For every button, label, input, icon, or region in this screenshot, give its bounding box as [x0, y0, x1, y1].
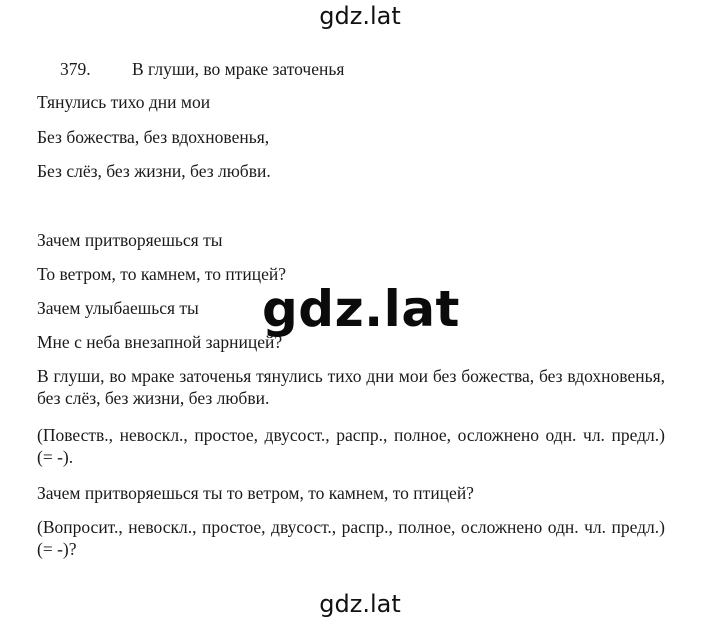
poem-line: В глуши, во мраке заточенья	[132, 59, 345, 79]
poem-line: То ветром, то камнем, то птицей?	[37, 264, 287, 284]
exercise-number: 379.	[60, 59, 91, 79]
watermark-bottom: gdz.lat	[319, 590, 401, 618]
analysis-sentence: Зачем притворяешься ты то ветром, то камнем, то птицей?	[37, 483, 474, 503]
poem-line: Без божества, без вдохновенья,	[37, 127, 270, 147]
poem-line: Мне с неба внезапной зарницей?	[37, 332, 283, 352]
poem-line: Без слёз, без жизни, без любви.	[37, 161, 271, 181]
watermark-center: gdz.lat	[262, 280, 460, 338]
analysis-characteristics: (Вопросит., невоскл., простое, двусост., распр., полное, осложнено одн. чл. предл.) (= -)?	[37, 517, 665, 559]
watermark-top: gdz.lat	[319, 2, 401, 30]
poem-line: Зачем притворяешься ты	[37, 230, 223, 250]
poem-line: Тянулись тихо дни мои	[37, 92, 211, 112]
poem-line: Зачем улыбаешься ты	[37, 298, 199, 318]
analysis-characteristics: (Повеств., невоскл., простое, двусост., распр., полное, осложнено одн. чл. предл.) (= -).	[37, 425, 665, 467]
analysis-sentence: В глуши, во мраке заточенья тянулись тихо дни мои без божества, без вдохновенья, без слёз, без жизни, без любви.	[37, 366, 665, 408]
